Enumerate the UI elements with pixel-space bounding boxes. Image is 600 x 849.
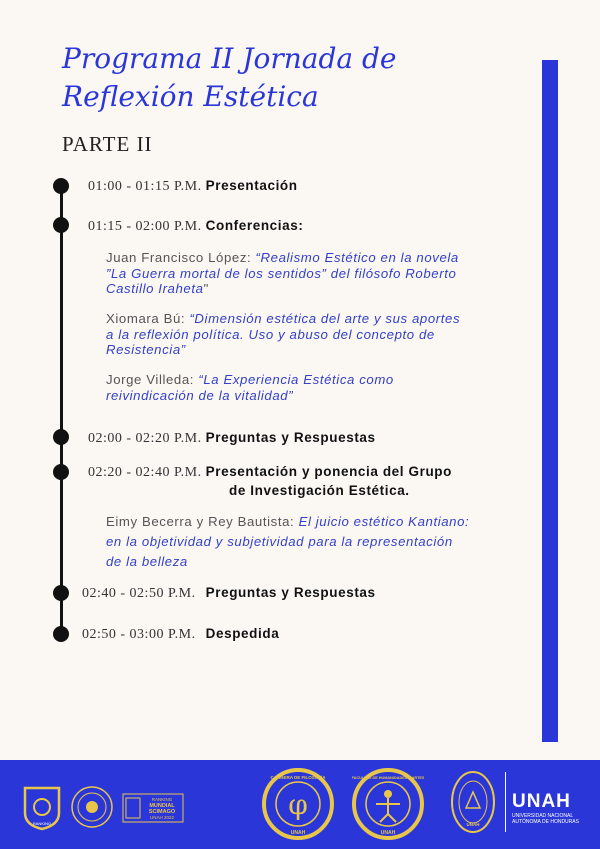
schedule-label: Preguntas y Respuestas: [205, 430, 376, 445]
timeline-dot: [53, 217, 69, 233]
ranking-badge-icon: [122, 793, 184, 823]
talk-item: [106, 250, 526, 297]
seal-logo-icon: [70, 785, 114, 829]
schedule-label: Despedida: [205, 626, 280, 641]
schedule-label: Preguntas y Respuestas: [205, 585, 376, 600]
ranking-line: MUNDIAL: [149, 803, 175, 809]
schedule-item: [88, 430, 376, 447]
talk-title: Castillo Iraheta: [106, 281, 204, 296]
talk-title: a la reflexión política. Uso y abuso del concepto de: [106, 326, 435, 342]
shield-logo-icon: [22, 785, 62, 831]
shield-logo-text: RANKING: [32, 821, 52, 826]
ranking-line: UNAH 2022: [149, 815, 175, 820]
philosophy-logo-icon: [262, 768, 334, 840]
talk-title: Resistencia”: [106, 342, 186, 357]
schedule-time: 02:00 - 02:20 P.M.: [88, 431, 202, 446]
talk-speaker: Xiomara Bú:: [106, 311, 186, 326]
institute-logo-icon: [450, 770, 496, 834]
talk-title: ”La Guerra mortal de los sentidos” del filósofo Roberto: [106, 265, 457, 281]
humanities-logo-text: UNAH: [380, 830, 396, 836]
decorative-blue-bar: [542, 60, 558, 742]
unah-brand-subtitle: UNIVERSIDAD NACIONAL AUTÓNOMA DE HONDURAS: [512, 813, 579, 825]
schedule-time: 02:50 - 03:00 P.M.: [82, 627, 196, 642]
schedule-label: de Investigación Estética.: [229, 483, 410, 498]
schedule-time: 02:20 - 02:40 P.M.: [88, 465, 202, 480]
footer-divider: [505, 772, 506, 832]
title-line-1: Programa II Jornada de: [62, 42, 397, 75]
timeline-dot: [53, 626, 69, 642]
talk-speaker: Juan Francisco López:: [106, 250, 252, 265]
timeline-dot: [53, 178, 69, 194]
timeline-dot: [53, 429, 69, 445]
timeline-dot: [53, 585, 69, 601]
talk-title: “Dimensión estética del arte y sus aportes: [189, 311, 461, 326]
schedule-item-continued: [229, 483, 410, 498]
talk-title: “Realismo Estético en la novela: [255, 250, 459, 265]
talk-item: [106, 512, 526, 572]
humanities-logo-icon: [352, 768, 424, 840]
talk-title: El juicio estético Kantiano:: [298, 514, 470, 529]
schedule-time: 01:00 - 01:15 P.M.: [88, 179, 202, 194]
schedule-label: Presentación y ponencia del Grupo: [205, 464, 452, 479]
ranking-line: SCIMAGO: [148, 809, 176, 815]
institute-logo-text: UNAH: [466, 822, 480, 827]
unah-brand: UNAH: [512, 791, 571, 812]
talk-title: reivindicación de la vitalidad”: [106, 387, 294, 403]
timeline-dot: [53, 464, 69, 480]
philosophy-logo-text: UNAH: [290, 830, 306, 836]
humanities-logo-text: FACULTAD DE HUMANIDADES Y ARTES: [352, 776, 424, 780]
schedule-item: [82, 626, 279, 643]
schedule-label: Conferencias:: [205, 218, 304, 233]
schedule-item: [88, 178, 298, 195]
subtitle: PARTE II: [62, 132, 153, 156]
schedule-time: 02:40 - 02:50 P.M.: [82, 586, 196, 601]
timeline-line: [60, 186, 63, 634]
talk-item: [106, 372, 526, 403]
title-line-2: Reflexión Estética: [62, 80, 319, 113]
talk-title: de la belleza: [106, 554, 188, 569]
schedule-label: Presentación: [205, 178, 298, 193]
talk-speaker: Eimy Becerra y Rey Bautista:: [106, 514, 295, 529]
philosophy-logo-text: CARRERA DE FILOSOFÍA: [270, 775, 326, 780]
schedule-item: [88, 464, 452, 481]
schedule-time: 01:15 - 02:00 P.M.: [88, 219, 202, 234]
schedule-item: [82, 585, 376, 602]
talk-item: [106, 311, 526, 358]
talk-speaker: Jorge Villeda:: [106, 372, 195, 387]
page-title: [62, 40, 482, 116]
phi-glyph: φ: [288, 788, 308, 821]
talk-title: “La Experiencia Estética como: [198, 372, 394, 387]
talk-title: en la objetividad y subjetividad para la representación: [106, 534, 453, 549]
ranking-line: RANKING: [151, 797, 173, 802]
schedule-item: [88, 218, 303, 235]
talk-suffix: ": [203, 281, 209, 296]
